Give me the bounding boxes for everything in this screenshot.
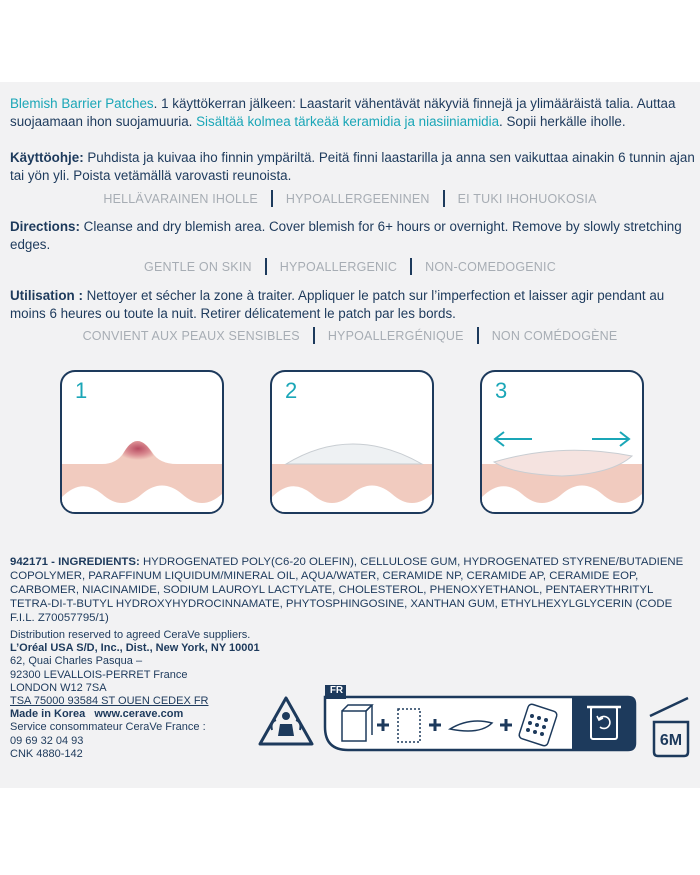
en-tags: [0, 258, 700, 275]
en-directions-text: Cleanse and dry blemish area. Cover blemish for 6+ hours or overnight. Remove by slowly stretching edges.: [10, 219, 682, 252]
country-code: FR: [329, 685, 344, 696]
en-directions: [10, 218, 695, 253]
fr-tag-noncomedogenic: NON COMÉDOGÈNE: [491, 328, 618, 343]
product-name: Blemish Barrier Patches: [10, 96, 154, 111]
en-tag-noncomedogenic: NON-COMEDOGENIC: [425, 259, 556, 274]
ingredients: [10, 555, 690, 625]
step-2-card: [270, 370, 434, 514]
tag-divider: [313, 327, 315, 344]
fi-tag-gentle: HELLÄVARAINEN IHOLLE: [103, 191, 258, 206]
step-number: 1: [75, 378, 88, 403]
fi-ceramides: Sisältää kolmea tärkeää keramidia ja niasiiniamidia: [196, 113, 500, 129]
step-3-card: [480, 370, 644, 514]
cnk-code: CNK 4880-142: [10, 747, 83, 760]
address-line: LONDON W12 7SA: [10, 681, 107, 694]
fi-sentence1: . 1 käyttökerran jälkeen: Laastarit vähentävät näkyviä finnejä ja ylimääräistä talia.: [153, 96, 634, 111]
tag-divider: [271, 190, 273, 207]
fi-directions-text: Puhdista ja kuivaa iho finnin ympäriltä. Peitä finni laastarilla ja anna sen vaikuttaa ainakin 6 tunnin ajan tai yön yli. Poista vetämällä varovasti reunoista.: [10, 150, 695, 183]
fr-directions-text: Nettoyer et sécher la zone à traiter. Appliquer le patch sur l’imperfection et laisser agir pendant au moins 6 heures ou toute la nuit. Retirer délicatement le patch par les bords.: [10, 288, 665, 321]
fi-sentence3: . Sopii herkälle iholle.: [499, 113, 626, 129]
fi-sentence2: Auttaa suojaamaan ihon suojamuuria.: [10, 96, 676, 129]
service-label: Service consommateur CeraVe France :: [10, 721, 206, 734]
tag-divider: [477, 327, 479, 344]
tag-divider: [443, 190, 445, 207]
pao-label: 6M: [659, 732, 683, 749]
address-line: 92300 LEVALLOIS-PERRET France: [10, 668, 188, 681]
fi-tags: [0, 190, 700, 207]
fr-tag-sensitive: CONVIENT AUX PEAUX SENSIBLES: [82, 328, 300, 343]
made-in: Made in Korea: [10, 708, 86, 721]
step-number: 3: [495, 378, 508, 403]
address-line: 62, Quai Charles Pasqua –: [10, 655, 143, 668]
fi-tag-noncomedogenic: EI TUKI IHOHUOKOSIA: [457, 191, 597, 206]
info-tri-box: [320, 685, 640, 765]
en-tag-gentle: GENTLE ON SKIN: [144, 259, 252, 274]
en-directions-label: Directions:: [10, 219, 80, 234]
fr-tag-hypoallergenic: HYPOALLERGÉNIQUE: [327, 328, 464, 343]
triman-icon: [256, 694, 316, 750]
fr-tags: [0, 327, 700, 344]
fi-directions-label: Käyttöohje:: [10, 150, 84, 165]
step-number: 2: [285, 378, 298, 403]
website: www.cerave.com: [94, 708, 184, 721]
ingredients-text: HYDROGENATED POLY(C6-20 OLEFIN), CELLULOSE GUM, HYDROGENATED STYRENE/BUTADIENE COPOLYMER, PARAFFINUM LIQUIDUM/MINERAL OIL, AQUA/WATER, CERAMIDE NP, CERAMIDE AP, CERAMIDE EOP, CARBOMER, NIACINAMIDE, SODIUM LAUROYL LACTYLATE, CHOLESTEROL, PHENOXYETHANOL, PENTAERYTHRITYL TETRA-DI-T-BUTYL HYDROXYHYDROCINNAMATE, PHYTOSPHINGOSINE, XANTHAN GUM, ETHYLHEXYLGLYCERIN (CODE F.I.L. Z70057795/1): [10, 556, 684, 624]
service-phone: 09 69 32 04 93: [10, 734, 84, 747]
en-tag-hypoallergenic: HYPOALLERGENIC: [279, 259, 398, 274]
tag-divider: [265, 258, 267, 275]
fr-directions: [10, 287, 695, 322]
address-line: TSA 75000 93584 ST OUEN CEDEX FR: [10, 695, 209, 708]
tag-divider: [410, 258, 412, 275]
arrow-left-icon: [495, 432, 532, 446]
distributor-address: L’Oréal USA S/D, Inc., Dist., New York, NY 10001: [10, 642, 260, 655]
fi-description: [10, 95, 695, 130]
ingredients-label: 942171 - INGREDIENTS:: [10, 556, 140, 568]
fi-directions: [10, 149, 695, 184]
fi-tag-hypoallergenic: HYPOALLERGEENINEN: [285, 191, 430, 206]
fr-directions-label: Utilisation :: [10, 288, 83, 303]
distribution-line: Distribution reserved to agreed CeraVe suppliers.: [10, 629, 251, 641]
step-1-card: [60, 370, 224, 514]
arrow-right-icon: [592, 432, 629, 446]
